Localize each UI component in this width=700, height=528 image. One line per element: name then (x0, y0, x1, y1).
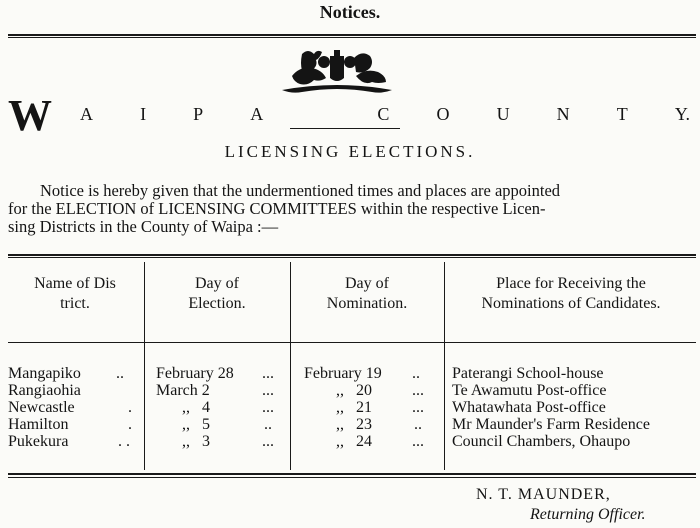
table-row (0, 399, 700, 416)
cell-place: Te Awamutu Post-office (452, 382, 607, 399)
county-letter: C (377, 104, 390, 124)
table-bottom-rule-thin (8, 477, 696, 478)
cell-election: ,, 5 (182, 416, 210, 433)
cell-leader: .. (412, 365, 420, 382)
county-letter: I (140, 104, 147, 124)
cell-district: Hamilton (8, 416, 69, 433)
header-line: Day of (195, 275, 239, 292)
notice-paragraph (8, 182, 696, 236)
cell-place: Paterangi School-house (452, 365, 604, 382)
cell-district: Mangapiko (8, 365, 81, 382)
cell-place: Whatawhata Post-office (452, 399, 606, 416)
county-letter: T (616, 104, 628, 124)
header-line: Day of (345, 275, 389, 292)
table-row (0, 416, 700, 433)
cell-leader: ... (262, 365, 274, 382)
cell-nomination: ,, 20 (336, 382, 372, 399)
county-initial: W (8, 91, 52, 140)
header-line: trict. (60, 295, 90, 312)
county-letter: U (496, 104, 510, 124)
cell-leader: .. (116, 365, 124, 382)
royal-coat-of-arms-icon (262, 46, 412, 96)
cell-district: Newcastle (8, 399, 75, 416)
table-row (0, 365, 700, 382)
table-top-rule (8, 254, 696, 256)
header-line: Nominations of Candidates. (481, 295, 661, 312)
table-bottom-rule (8, 473, 696, 475)
county-letter: N (556, 104, 570, 124)
county-letter: P (193, 104, 204, 124)
header-line: Name of Dis (34, 275, 116, 292)
page-title: Notices. (319, 2, 381, 22)
header-bottom-rule (8, 342, 696, 343)
table-row (0, 433, 700, 450)
header-rule-thin (8, 37, 696, 38)
header-line: Nomination. (326, 295, 408, 312)
cell-leader: .. (414, 416, 422, 433)
cell-election: ,, 4 (182, 399, 210, 416)
notice-line: Notice is hereby given that the undermentioned times and places are appointed (40, 181, 561, 200)
header-rule (8, 34, 696, 36)
cell-place: Mr Maunder's Farm Residence (452, 416, 650, 433)
cell-election: March 2 (156, 382, 210, 399)
county-word-gap (310, 104, 330, 125)
county-letter: A (80, 104, 93, 124)
cell-district: Pukekura (8, 433, 69, 450)
table-top-rule-thin (8, 257, 696, 258)
cell-nomination: ,, 23 (336, 416, 372, 433)
cell-district: Rangiaohia (8, 382, 81, 399)
cell-leader: ... (262, 433, 274, 450)
county-letter: A (250, 104, 264, 124)
cell-leader: ... (412, 382, 424, 399)
column-header-district (8, 274, 142, 314)
signature-name: N. T. MAUNDER, (476, 486, 611, 503)
notice-line: sing Districts in the County of Waipa :— (8, 217, 279, 236)
table-header (0, 270, 700, 350)
cell-nomination: February 19 (304, 365, 382, 382)
signature-title: Returning Officer. (530, 506, 646, 523)
column-header-nomination (292, 274, 442, 314)
cell-place: Council Chambers, Ohaupo (452, 433, 631, 450)
column-header-place (446, 274, 696, 314)
cell-nomination: ,, 21 (336, 399, 372, 416)
county-letter: O (436, 104, 450, 124)
cell-leader: . . (118, 433, 130, 450)
table-row (0, 382, 700, 399)
header-line: Election. (188, 295, 246, 312)
cell-leader: .. (264, 416, 272, 433)
cell-leader: ... (262, 382, 274, 399)
column-header-election (146, 274, 288, 314)
cell-election: ,, 3 (182, 433, 210, 450)
cell-leader: ... (262, 399, 274, 416)
cell-leader: ... (412, 433, 424, 450)
county-letter: Y. (674, 104, 690, 124)
notice-line: for the ELECTION of LICENSING COMMITTEES within the respective Licen- (8, 199, 546, 218)
cell-leader: . (128, 399, 132, 416)
cell-nomination: ,, 24 (336, 433, 372, 450)
county-heading (80, 104, 690, 125)
subheading: LICENSING ELECTIONS. (224, 142, 476, 161)
cell-election: February 28 (156, 365, 234, 382)
cell-leader: . (128, 416, 132, 433)
heading-divider (290, 128, 400, 129)
cell-leader: ... (412, 399, 424, 416)
header-line: Place for Receiving the (496, 275, 646, 292)
